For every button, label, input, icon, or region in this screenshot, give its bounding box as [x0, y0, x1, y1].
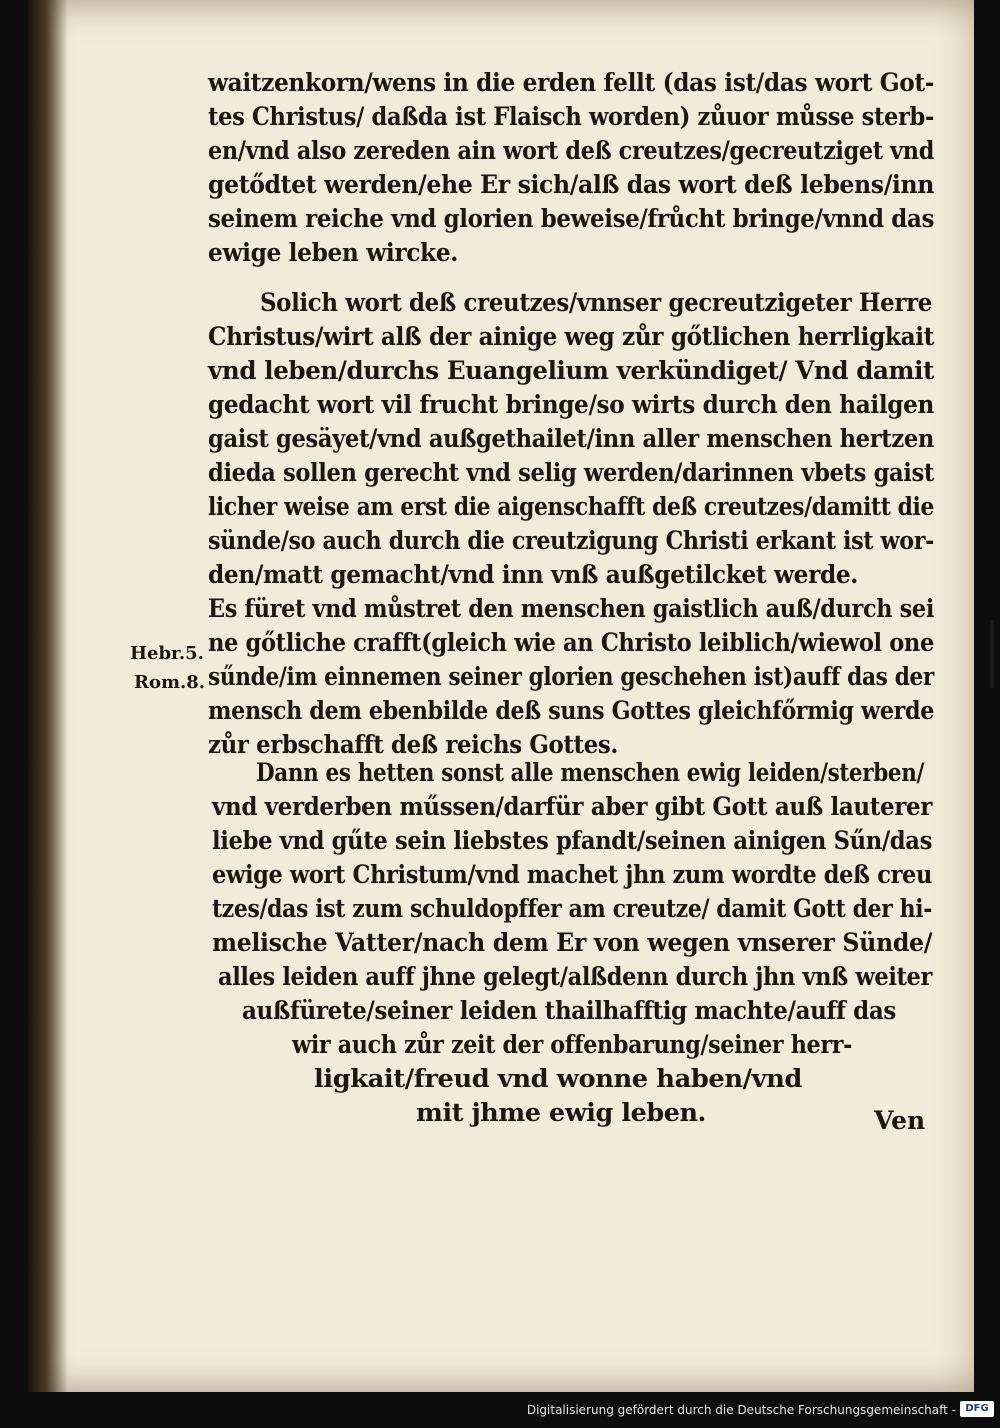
text-line: liebe vnd gűte sein liebstes pfandt/seinen ainigen Sűn/das [212, 826, 932, 855]
text-line: Christus/wirt alß der ainige weg zůr gőtlichen herrligkait [208, 322, 934, 351]
text-line: ewige leben wircke. [208, 238, 458, 267]
text-line: tzes/das ist zum schuldopffer am creutze/ damit Gott der hi- [212, 894, 932, 923]
text-line: licher weise am erst die aigenschafft deß creutzes/damitt die [208, 492, 934, 521]
catchword: Ven [874, 1106, 926, 1135]
text-line: Solich wort deß creutzes/vnnser gecreutzigeter Herre [260, 288, 932, 317]
text-line: Es füret vnd můstret den menschen gaistlich auß/durch sei [208, 594, 934, 623]
footer-credit: Digitalisierung gefördert durch die Deutsche Forschungsgemeinschaft - [526, 1403, 956, 1417]
text-line: gedacht wort vil frucht bringe/so wirts durch den hailgen [208, 390, 934, 419]
text-line: waitzenkorn/wens in die erden fellt (das ist/das wort Got- [208, 68, 934, 97]
margin-note-rom: Rom.8. [134, 672, 206, 693]
text-line: sűnde/im einnemen seiner glorien geschehen ist)auff das der [208, 662, 934, 691]
margin-note-hebr: Hebr.5. [130, 643, 204, 664]
text-line: ne gőtliche crafft(gleich wie an Christo leiblich/wiewol one [208, 628, 934, 657]
text-line: melische Vatter/nach dem Er von wegen vnserer Sünde/ [212, 928, 932, 957]
text-line: alles leiden auff jhne gelegt/alßdenn durch jhn vnß weiter [218, 962, 932, 991]
footer-bar [0, 1392, 1000, 1428]
text-line: seinem reiche vnd glorien beweise/frůcht bringe/vnnd das [208, 204, 934, 233]
text-line: den/matt gemacht/vnd inn vnß außgetilcket werde. [208, 560, 858, 589]
text-line: getődtet werden/ehe Er sich/alß das wort deß lebens/inn [208, 170, 934, 199]
dfg-logo: DFG [960, 1401, 994, 1417]
text-line: ewige wort Christum/vnd machet jhn zum wordte deß creu [212, 860, 932, 889]
text-line: en/vnd also zereden ain wort deß creutzes/gecreutziget vnd [208, 136, 934, 165]
text-line: tes Christus/ daßda ist Flaisch worden) zůuor můsse sterb- [208, 102, 934, 131]
text-line: ligkait/freud vnd wonne haben/vnd [314, 1064, 802, 1093]
page-binding-shadow [28, 0, 68, 1392]
text-line: wir auch zůr zeit der offenbarung/seiner herr- [292, 1030, 852, 1059]
text-line: vnd leben/durchs Euangelium verkündiget/ Vnd damit [208, 356, 934, 385]
text-line: vnd verderben műssen/darfür aber gibt Gott auß lauterer [212, 792, 932, 821]
text-line: sünde/so auch durch die creutzigung Christi erkant ist wor- [208, 526, 934, 555]
text-line: mit jhme ewig leben. [416, 1098, 706, 1127]
text-line: dieda sollen gerecht vnd selig werden/darinnen vbets gaist [208, 458, 934, 487]
text-line: außfürete/seiner leiden thailhafftig machte/auff das [242, 996, 896, 1025]
page-edge-marker [990, 620, 994, 688]
text-line: gaist gesäyet/vnd außgethailet/inn aller menschen hertzen [208, 424, 934, 453]
text-line: mensch dem ebenbilde deß suns Gottes gleichfőrmig werde [208, 696, 934, 725]
book-page [28, 0, 974, 1392]
text-line: zůr erbschafft deß reichs Gottes. [208, 730, 618, 759]
text-line: Dann es hetten sonst alle menschen ewig leiden/sterben/ [256, 758, 924, 787]
